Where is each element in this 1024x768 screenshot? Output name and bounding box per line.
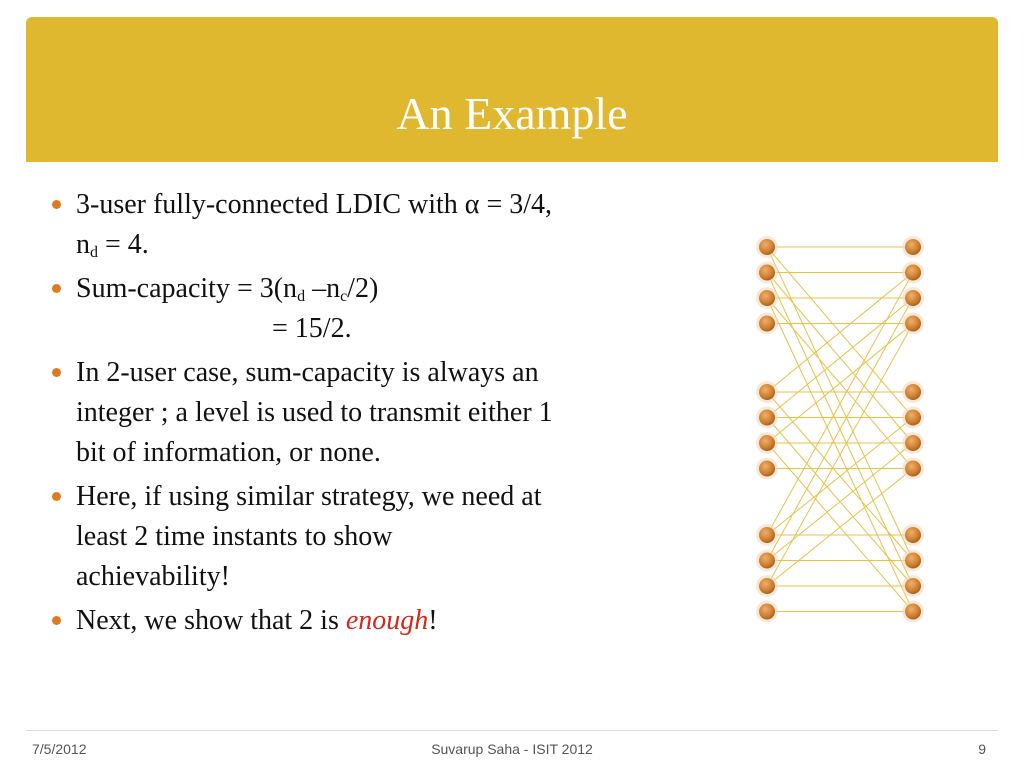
cross-link — [767, 443, 913, 561]
cross-link — [767, 469, 913, 587]
bullet-text: achievability! — [76, 561, 230, 592]
slide-title: An Example — [396, 88, 628, 139]
transmitter-level-node — [759, 316, 775, 332]
bullet-item — [52, 601, 692, 641]
cross-link — [767, 324, 913, 444]
footer-presenter: Suvarup Saha - ISIT 2012 — [431, 741, 593, 757]
receiver-level-node — [905, 435, 921, 451]
bullet-text: least 2 time instants to show — [76, 521, 393, 552]
transmitter-level-node — [759, 384, 775, 400]
receiver-level-node — [905, 461, 921, 477]
emphasis-text: enough — [345, 605, 429, 636]
bullet-dot-icon — [52, 616, 61, 625]
transmitter-level-node — [759, 290, 775, 306]
page-number: 9 — [978, 741, 986, 757]
receiver-level-node — [905, 290, 921, 306]
transmitter-level-node — [759, 461, 775, 477]
bullet-dot-icon — [52, 200, 61, 209]
cross-link — [767, 298, 913, 418]
bullet-item — [52, 477, 692, 597]
bullet-dot-icon — [52, 368, 61, 377]
cross-link — [767, 418, 913, 536]
receiver-level-node — [905, 553, 921, 569]
bullet-item — [52, 185, 692, 265]
transmitter-level-node — [759, 604, 775, 620]
receiver-level-node — [905, 265, 921, 281]
receiver-level-node — [905, 527, 921, 543]
transmitter-level-node — [759, 239, 775, 255]
cross-link — [767, 298, 913, 561]
transmitter-level-node — [759, 527, 775, 543]
cross-link — [767, 324, 913, 587]
transmitter-level-node — [759, 410, 775, 426]
transmitter-level-node — [759, 578, 775, 594]
bullet-text: Sum-capacity = $3(n_d$ $-n_c/2$) — [76, 273, 379, 305]
bullet-text: integer ; a level is used to transmit either 1 — [76, 397, 553, 428]
bullet-text: In 2-user case, sum-capacity is always an — [76, 357, 539, 388]
receiver-level-node — [905, 410, 921, 426]
bullet-text: $n_d = 4$. — [76, 229, 149, 261]
receiver-level-node — [905, 604, 921, 620]
footer-date: 7/5/2012 — [32, 741, 87, 757]
bullet-text: Next, we show that 2 is enough! — [76, 605, 438, 636]
edge-group — [767, 247, 913, 612]
bullet-dot-icon — [52, 492, 61, 501]
bullet-text: 3-user fully-connected LDIC with α = 3/4, — [76, 189, 553, 220]
bullet-continuation: = 15/2. — [272, 313, 352, 344]
transmitter-level-node — [759, 553, 775, 569]
bullet-list — [52, 185, 692, 645]
interference-network-diagram — [745, 232, 935, 632]
title-bar — [26, 17, 998, 162]
bullet-text: Here, if using similar strategy, we need at — [76, 481, 542, 512]
cross-link — [767, 273, 913, 393]
bullet-item — [52, 353, 692, 473]
bullet-item — [52, 269, 692, 349]
receiver-level-node — [905, 384, 921, 400]
footer-divider — [26, 730, 998, 731]
receiver-level-node — [905, 316, 921, 332]
transmitter-level-node — [759, 265, 775, 281]
receiver-level-node — [905, 578, 921, 594]
receiver-level-node — [905, 239, 921, 255]
bullet-dot-icon — [52, 284, 61, 293]
cross-link — [767, 273, 913, 536]
bullet-text: bit of information, or none. — [76, 437, 381, 468]
transmitter-level-node — [759, 435, 775, 451]
